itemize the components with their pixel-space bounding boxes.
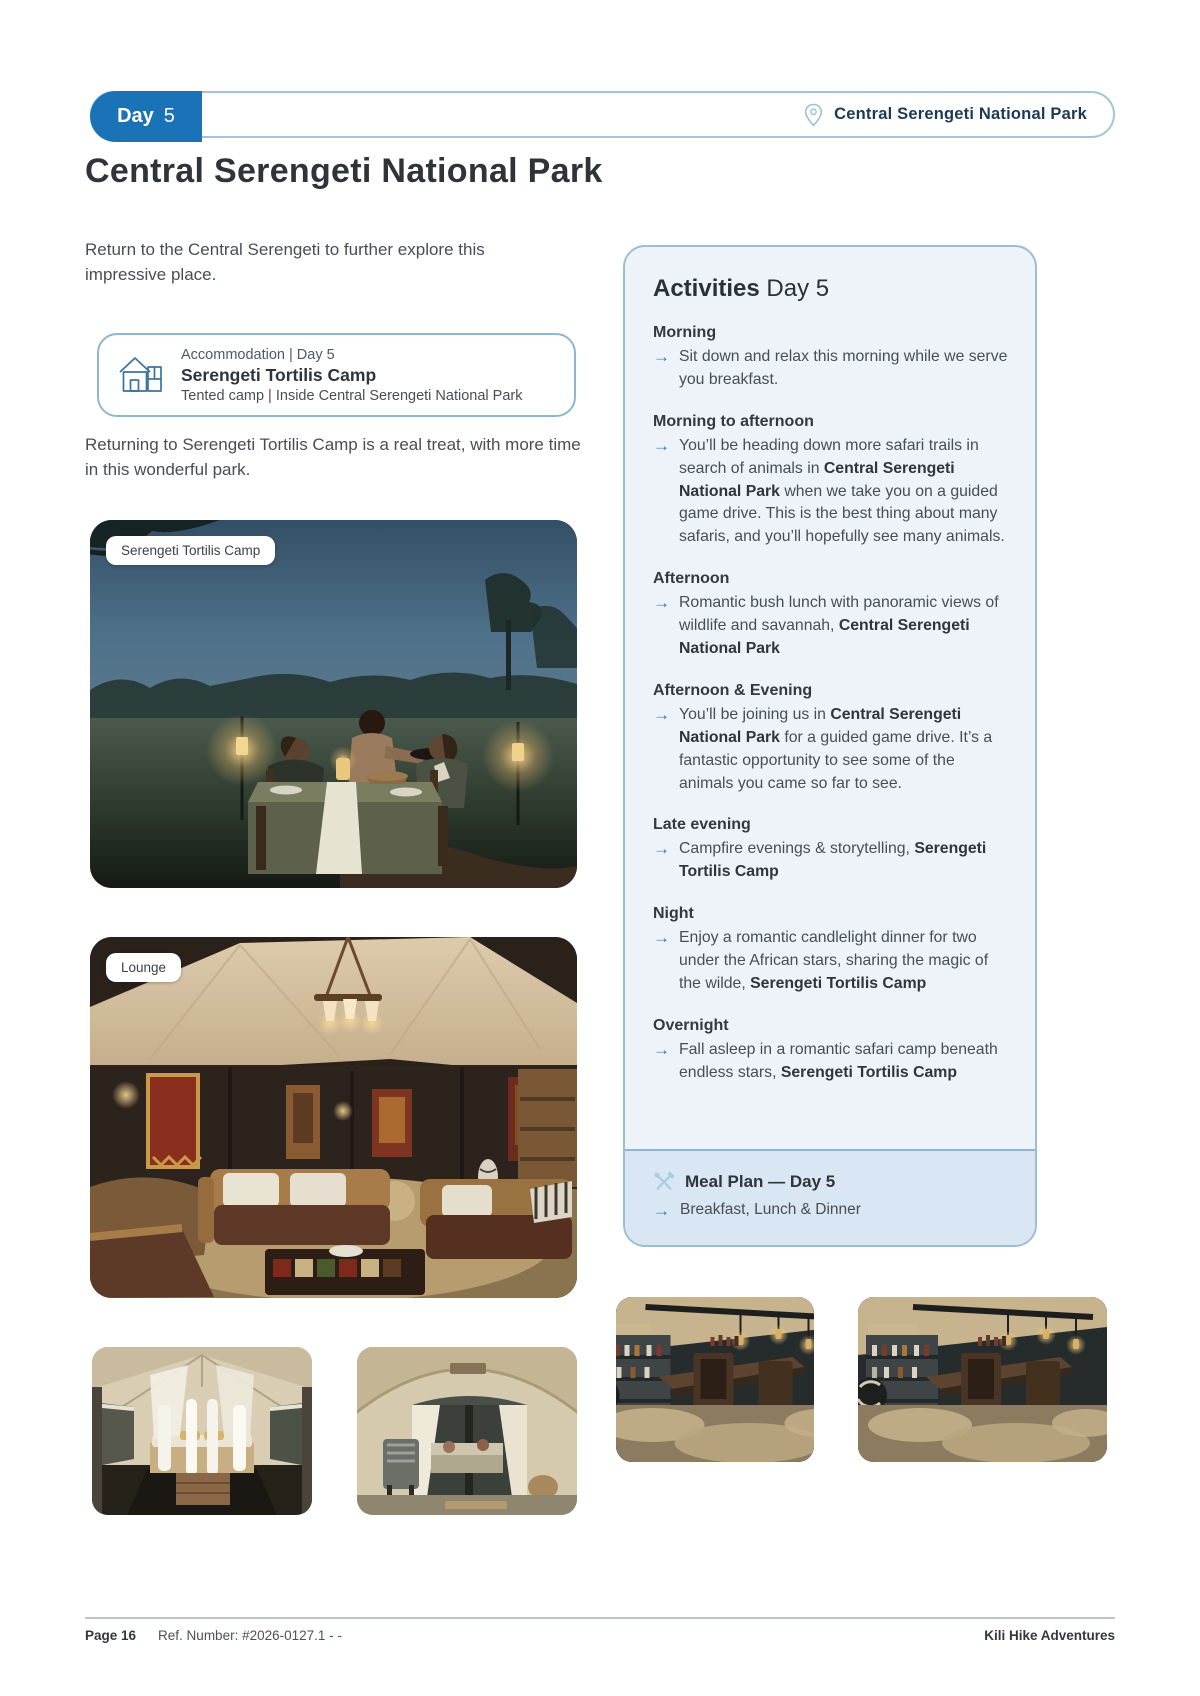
footer-divider bbox=[85, 1617, 1115, 1619]
location-badge bbox=[803, 102, 1087, 128]
accommodation-name: Serengeti Tortilis Camp bbox=[181, 364, 377, 385]
arrow-icon: → bbox=[653, 1039, 670, 1059]
activity-text: Sit down and relax this morning while we serve you breakfast. bbox=[679, 348, 1008, 388]
meal-plan-title: Meal Plan — Day 5 bbox=[685, 1172, 836, 1191]
tent-exterior-illustration bbox=[357, 1347, 577, 1515]
photo-tent-bedroom bbox=[92, 1347, 312, 1515]
activity-text: You’ll be heading down more safari trails in search of animals in Central Serengeti National Park when we take you on a guided game drive. This is the best thing about many safaris, and you’ll hopefully see many animals. bbox=[679, 436, 1005, 546]
page-title: Central Serengeti National Park bbox=[85, 152, 603, 190]
activity-heading: Afternoon bbox=[653, 570, 730, 588]
activity-items bbox=[653, 435, 1011, 549]
activity-items bbox=[653, 838, 1011, 884]
photo-tent-exterior bbox=[357, 1347, 577, 1515]
lounge-illustration bbox=[90, 937, 577, 1298]
crossed-cutlery-icon bbox=[653, 1171, 675, 1193]
photo-camp-bar-2 bbox=[858, 1297, 1107, 1462]
activity-items bbox=[653, 592, 1011, 661]
arrow-icon: → bbox=[653, 593, 670, 613]
footer-brand: Kili Hike Adventures bbox=[984, 1628, 1115, 1643]
activity-heading: Morning to afternoon bbox=[653, 412, 814, 430]
photo-lounge bbox=[90, 937, 577, 1298]
accommodation-card bbox=[97, 333, 576, 417]
activity-items bbox=[653, 1039, 1011, 1085]
activities-title-rest: Day 5 bbox=[759, 275, 830, 302]
activity-section bbox=[653, 324, 1011, 392]
intro-paragraph: Return to the Central Serengeti to further explore this impressive place. bbox=[85, 240, 485, 285]
activity-text: Fall asleep in a romantic safari camp beneath endless stars, Serengeti Tortilis Camp bbox=[679, 1040, 998, 1081]
activity-section bbox=[653, 570, 1011, 661]
activity-items bbox=[653, 346, 1011, 392]
activity-items bbox=[653, 927, 1011, 996]
activities-panel bbox=[623, 245, 1037, 1247]
footer bbox=[85, 1628, 1115, 1643]
activity-section bbox=[653, 413, 1011, 549]
meal-plan-item-text: Breakfast, Lunch & Dinner bbox=[680, 1201, 861, 1218]
location-pin-icon bbox=[803, 102, 824, 128]
arrow-icon: → bbox=[653, 435, 670, 455]
day-pill bbox=[90, 91, 202, 142]
photo-bush-dinner bbox=[90, 520, 577, 888]
activities-title bbox=[653, 275, 1011, 303]
activity-section bbox=[653, 682, 1011, 796]
activity-item bbox=[653, 838, 1011, 884]
photo-camp-bar-1 bbox=[616, 1297, 814, 1462]
activities-sections bbox=[653, 324, 1011, 1085]
arrow-icon: → bbox=[653, 704, 670, 724]
activity-text: You’ll be joining us in Central Serengeti National Park for a guided game drive. It’s a fantastic opportunity to see some of the animals you came so far to see. bbox=[679, 705, 993, 792]
activity-section bbox=[653, 816, 1011, 884]
activity-text: Enjoy a romantic candlelight dinner for two under the African stars, sharing the magic of the wilde, Serengeti Tortilis Camp bbox=[679, 929, 989, 993]
accommodation-subtitle: Tented camp | Inside Central Serengeti National Park bbox=[181, 387, 523, 404]
tent-bedroom-illustration bbox=[92, 1347, 312, 1515]
activity-heading: Afternoon & Evening bbox=[653, 681, 813, 699]
footer-page-number: Page 16 bbox=[85, 1628, 137, 1643]
location-label: Central Serengeti National Park bbox=[834, 105, 1087, 123]
activity-item bbox=[653, 435, 1011, 549]
photo-label-badge: Lounge bbox=[106, 953, 181, 982]
activity-section bbox=[653, 905, 1011, 996]
activity-heading: Late evening bbox=[653, 816, 751, 834]
activity-text: Campfire evenings & storytelling, Serengeti Tortilis Camp bbox=[679, 840, 987, 881]
meal-plan-item bbox=[653, 1201, 1011, 1221]
activity-item bbox=[653, 1039, 1011, 1085]
house-icon bbox=[117, 354, 165, 396]
accommodation-kicker: Accommodation | Day 5 bbox=[181, 346, 335, 363]
arrow-icon: → bbox=[653, 839, 670, 859]
activity-heading: Overnight bbox=[653, 1016, 729, 1034]
arrow-icon: → bbox=[653, 928, 670, 948]
activity-item bbox=[653, 704, 1011, 796]
activity-heading: Morning bbox=[653, 324, 717, 341]
header-bar bbox=[90, 91, 1115, 138]
activity-item bbox=[653, 592, 1011, 661]
arrow-icon: → bbox=[653, 347, 670, 366]
body-paragraph: Returning to Serengeti Tortilis Camp is a real treat, with more time in this wonderful park. bbox=[85, 435, 581, 480]
day-number: 5 bbox=[163, 105, 175, 127]
camp-bar-illustration bbox=[858, 1297, 1107, 1462]
meal-plan-section bbox=[625, 1149, 1035, 1245]
activity-text: Romantic bush lunch with panoramic views of wildlife and savannah, Central Serengeti National Park bbox=[679, 594, 999, 658]
footer-ref-number: Ref. Number: #2026-0127.1 - - bbox=[158, 1628, 342, 1643]
camp-bar-illustration bbox=[616, 1297, 814, 1462]
bush-dinner-illustration bbox=[90, 520, 577, 888]
activity-section bbox=[653, 1017, 1011, 1085]
arrow-icon: → bbox=[653, 1201, 670, 1220]
activity-item bbox=[653, 927, 1011, 996]
photo-label-badge: Serengeti Tortilis Camp bbox=[106, 536, 275, 565]
activity-heading: Night bbox=[653, 905, 694, 923]
day-label: Day bbox=[117, 105, 154, 127]
activity-item bbox=[653, 346, 1011, 392]
activity-items bbox=[653, 704, 1011, 796]
activities-title-bold: Activities bbox=[653, 275, 760, 302]
